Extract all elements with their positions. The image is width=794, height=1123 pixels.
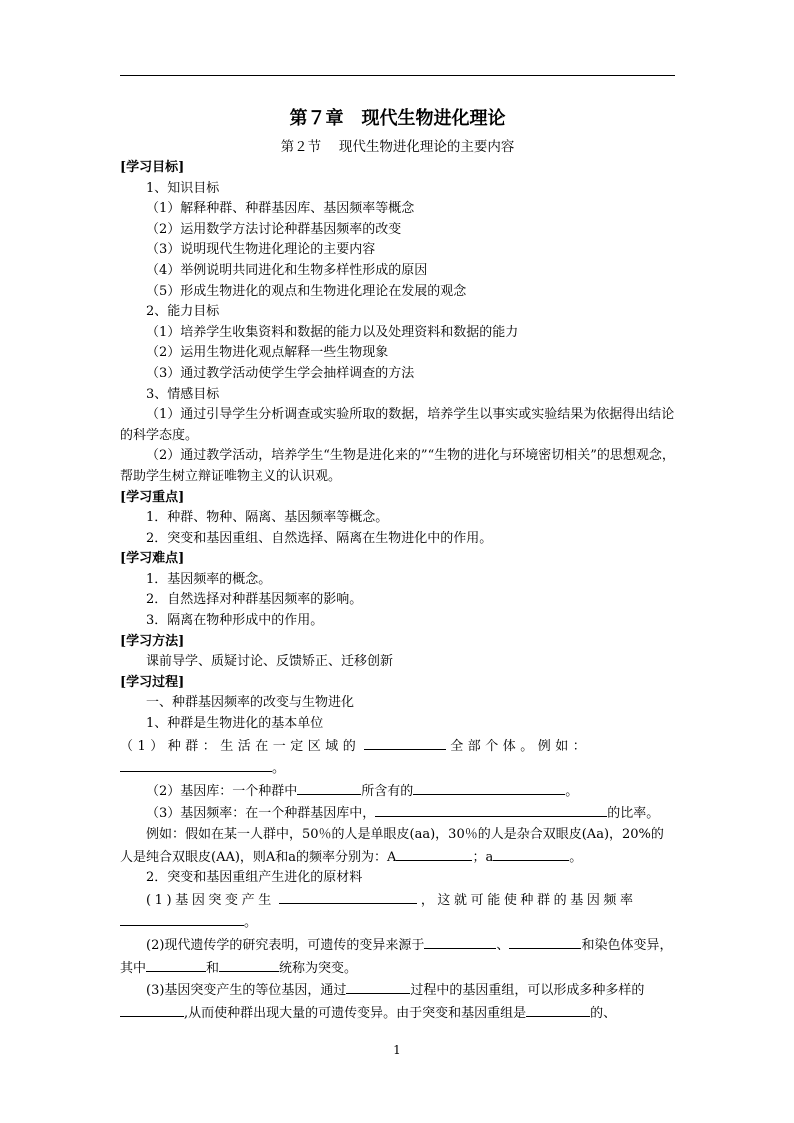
text: 全部个体。例如： [450,738,591,754]
emotion-item: （1）通过引导学生分析调查或实验所取的数据，培养学生以事实或实验结果为依据得出结论的科学态度。 [120,407,675,443]
knowledge-item: （5）形成生物进化的观点和生物进化理论在发展的观念 [146,283,467,299]
text: （3）基因频率：在一个种群基因库中， [146,806,376,822]
knowledge-item: （2）运用数学方法讨论种群基因频率的改变 [146,221,402,237]
knowledge-item: （1）解释种群、种群基因库、基因频率等概念 [146,201,415,217]
process-point: 2．突变和基因重组产生进化的原材料 [146,870,363,886]
blank-line[interactable] [120,1002,184,1017]
text: 。 [244,915,258,931]
key-item: 1．种群、物种、隔离、基因频率等概念。 [146,510,389,526]
text: ，这就可能使种群的基因频率 [420,892,637,908]
difficulty-item: 1．基因频率的概念。 [146,571,272,587]
text: 。 [565,783,579,799]
knowledge-item: （4）举例说明共同进化和生物多样性形成的原因 [146,262,428,278]
knowledge-item: （3）说明现代生物进化理论的主要内容 [146,242,376,258]
text: 和 [206,960,220,976]
blank-line[interactable] [526,1002,590,1017]
section-difficulty-heading: [学习难点] [120,551,185,567]
fill-in-mutation [120,889,675,912]
blank-line[interactable] [396,846,472,861]
text: ,从而使种群出现大量的可遗传变异。由于突变和基因重组是 [184,1005,527,1021]
section-subtitle: 第２节 现代生物进化理论的主要内容 [280,139,515,155]
process-part-title: 一、种群基因频率的改变与生物进化 [146,695,355,711]
goal-ability: 2、能力目标 [146,304,220,320]
text: 。 [272,761,286,777]
text: (3)基因突变产生的等位基因，通过 [146,983,347,999]
process-point: 1、种群是生物进化的基本单位 [146,716,324,732]
text: 过程中的基因重组，可以形成多种多样的 [410,983,645,999]
goal-emotion: 3、情感目标 [146,386,220,402]
blank-line[interactable] [375,802,607,817]
section-goals-heading: [学习目标] [120,160,185,175]
ability-item: （2）运用生物进化观点解释一些生物现象 [146,345,389,361]
text: 的比率。 [607,806,660,822]
blank-line[interactable] [120,757,272,772]
text: 、 [496,937,510,953]
text: (2)现代遗传学的研究表明，可遗传的变异来源于 [146,937,425,953]
text: 统称为突变。 [279,960,358,976]
header-rule [120,75,675,76]
blank-line[interactable] [424,934,496,949]
section-process-heading: [学习过程] [120,674,185,690]
text: ；a [472,849,494,865]
blank-line[interactable] [413,780,565,795]
difficulty-item: 3．隔离在物种形成中的作用。 [146,613,324,629]
chapter-title: 第７章 现代生物进化理论 [289,108,506,129]
text: 所含有的 [361,783,414,799]
key-item: 2．突变和基因重组、自然选择、隔离在生物进化中的作用。 [146,530,493,546]
text: 。 [569,849,583,865]
blank-line[interactable] [279,889,417,904]
goal-knowledge: 1、知识目标 [146,180,220,196]
blank-line[interactable] [509,934,581,949]
blank-line[interactable] [120,911,244,926]
text: 的、 [590,1005,617,1021]
fill-in-recombination [120,979,675,1024]
ability-item: （3）通过教学活动使学生学会抽样调查的方法 [146,365,415,381]
page-number: 1 [393,1043,401,1057]
document-body [120,100,675,1024]
section-key-heading: [学习重点] [120,489,185,505]
text: (1)基因突变产生 [146,892,275,908]
text: 和染色体变异，其中 [120,937,673,976]
method-text: 课前导学、质疑讨论、反馈矫正、迁移创新 [146,654,394,670]
blank-line[interactable] [493,846,569,861]
blank-line[interactable] [146,957,206,972]
fill-in-example [120,825,675,868]
fill-in-population [120,735,675,758]
blank-line[interactable] [219,957,279,972]
fill-in-variation [120,934,675,979]
text: 例如：假如在某一人群中，50％的人是单眼皮(aa)，30％的人是杂合双眼皮(Aa)，20%的人是纯合双眼皮(AA)，则A和a的频率分别为：A [120,827,664,865]
blank-line[interactable] [297,780,361,795]
blank-line[interactable] [346,979,410,994]
difficulty-item: 2．自然选择对种群基因频率的影响。 [146,592,363,608]
text: （1）种群：生活在一定区域的 [120,738,361,754]
emotion-item: （2）通过教学活动，培养学生“生物是进化来的”“生物的进化与环境密切相关”的思想观念，帮助学生树立辩证唯物主义的认识观。 [120,448,675,484]
fill-in-population-cont [120,757,675,780]
fill-in-gene-frequency [120,802,675,825]
ability-item: （1）培养学生收集资料和数据的能力以及处理资料和数据的能力 [146,324,519,340]
text: （2）基因库：一个种群中 [146,783,298,799]
section-method-heading: [学习方法] [120,633,185,649]
blank-line[interactable] [364,735,446,750]
fill-in-mutation-cont [120,911,675,934]
fill-in-gene-pool [120,780,675,803]
